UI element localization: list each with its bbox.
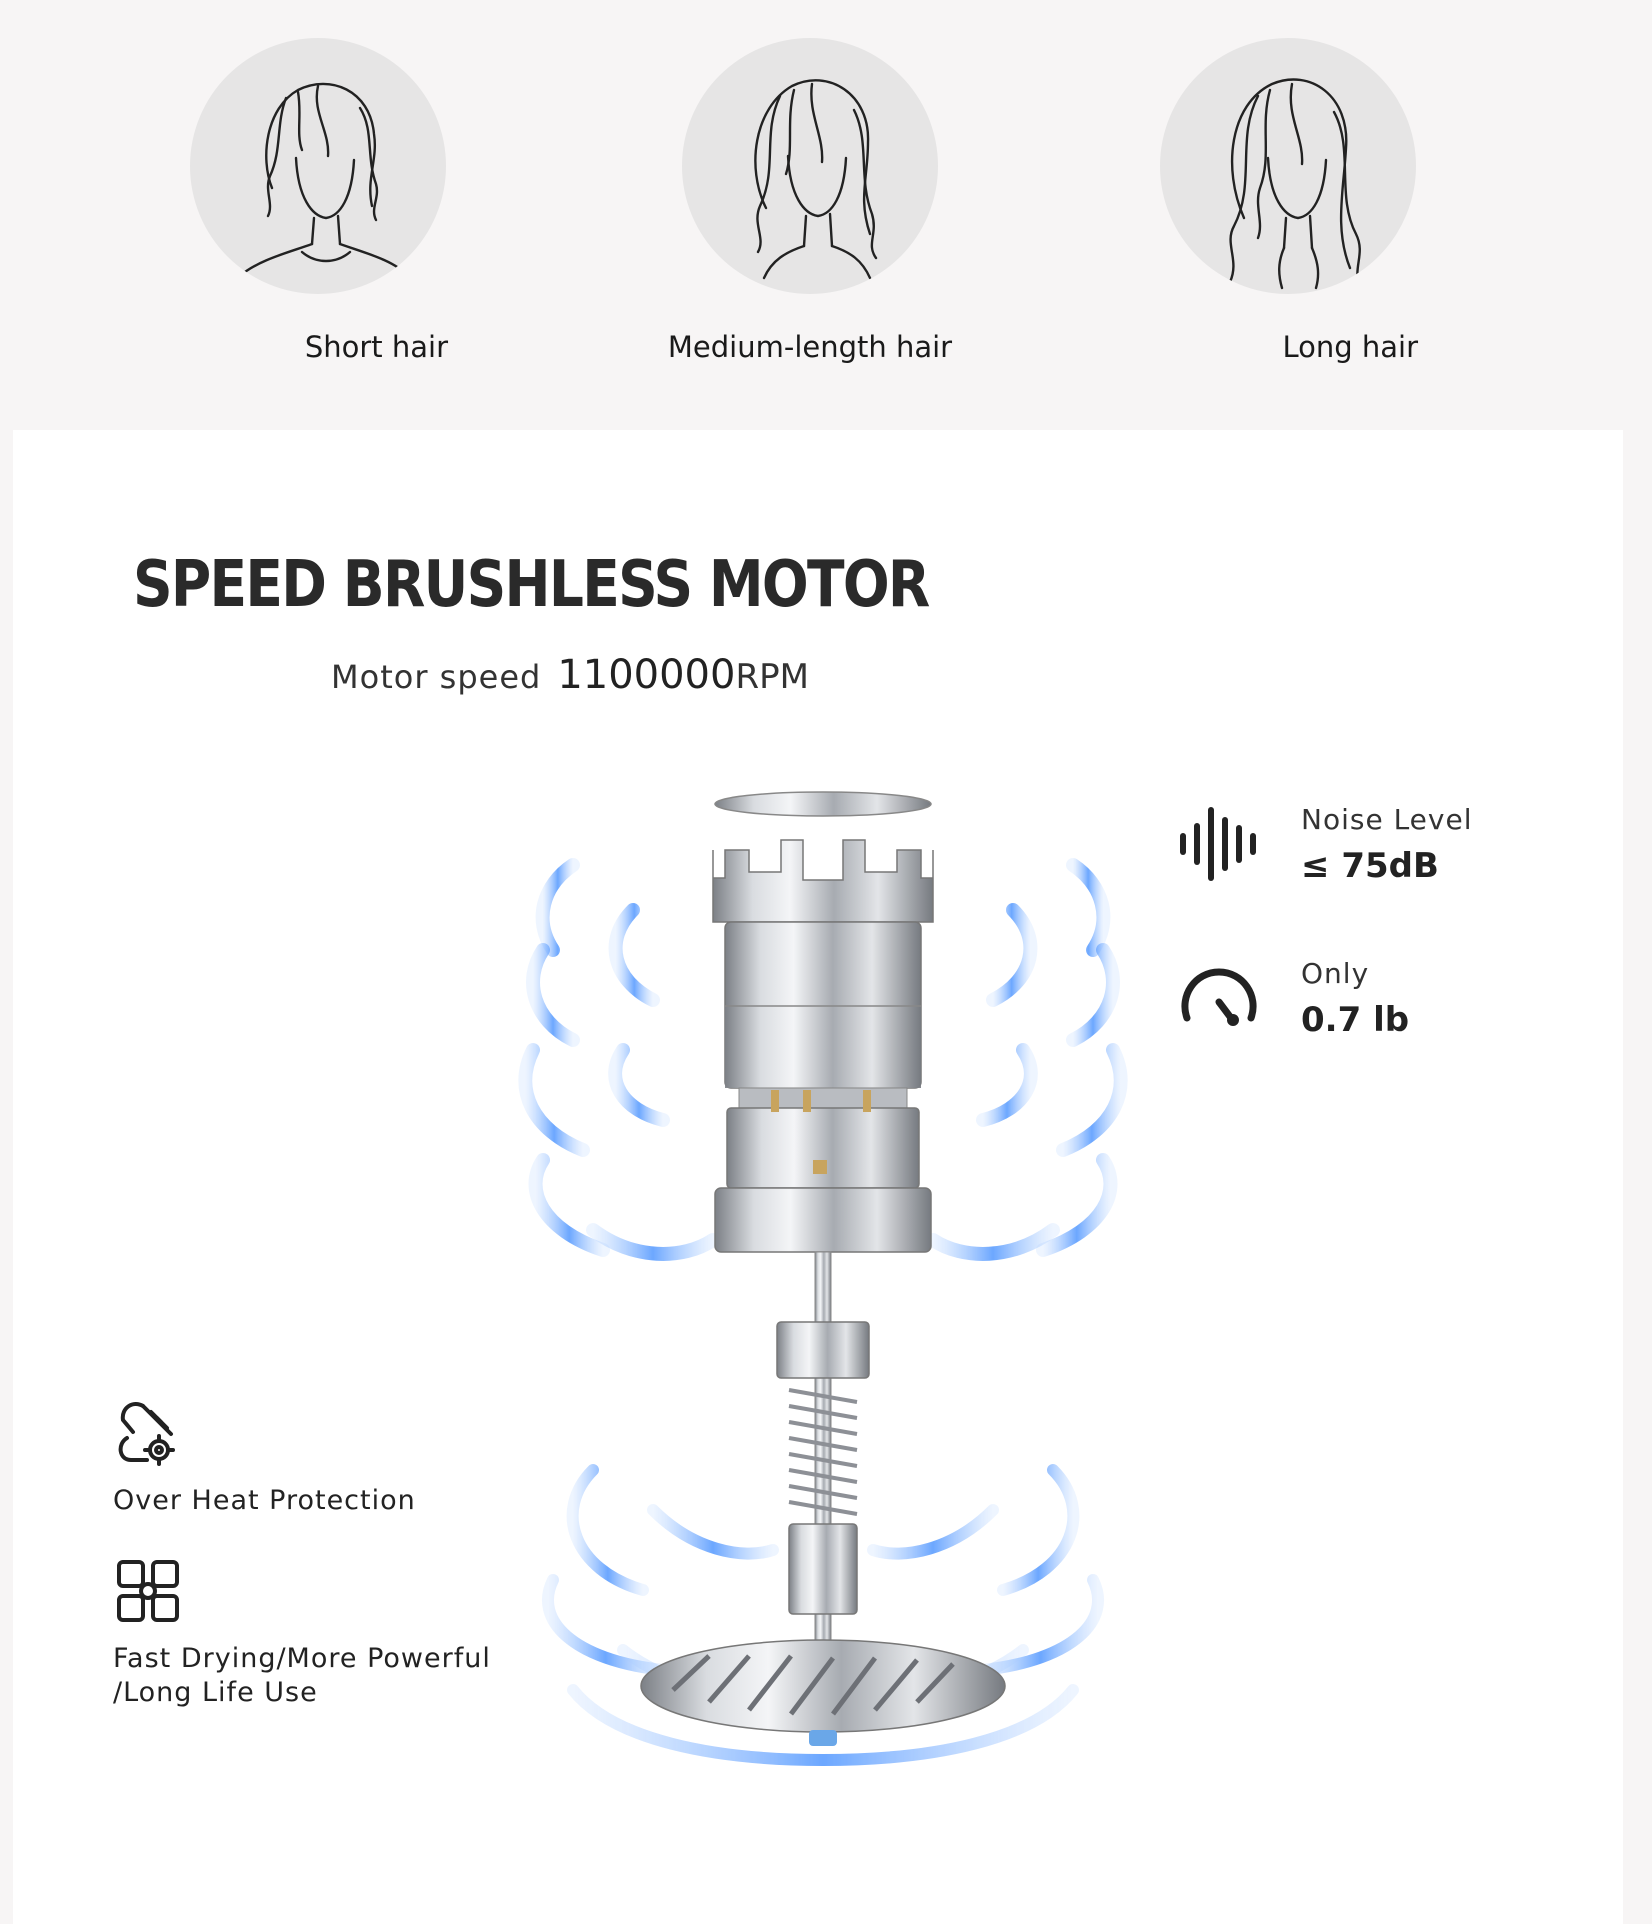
hair-option-long bbox=[1158, 38, 1418, 364]
motor-speed-label: Motor speed bbox=[331, 658, 542, 696]
heat-protection-icon bbox=[113, 1398, 416, 1468]
motor-speed bbox=[331, 652, 809, 698]
spec-noise-value: ≤ 75dB bbox=[1301, 845, 1439, 886]
feature-overheat bbox=[113, 1398, 416, 1518]
motor-speed-value: 1100000 bbox=[557, 652, 736, 698]
power-grid-icon bbox=[113, 1556, 491, 1626]
hair-option-label: Long hair bbox=[1282, 330, 1418, 364]
motor-speed-unit: RPM bbox=[735, 657, 809, 697]
feature-power bbox=[113, 1556, 491, 1710]
hair-option-label: Medium-length hair bbox=[667, 330, 953, 364]
sound-wave-icon bbox=[1173, 798, 1265, 890]
hair-length-section bbox=[0, 0, 1652, 430]
spec-noise bbox=[1173, 798, 1472, 890]
motor-title: SPEED BRUSHLESS MOTOR bbox=[133, 548, 929, 622]
motor-feature-panel bbox=[13, 430, 1623, 1924]
medium-hair-icon bbox=[682, 38, 938, 294]
spec-weight bbox=[1173, 952, 1409, 1044]
hair-option-short bbox=[188, 38, 448, 364]
gauge-icon bbox=[1173, 952, 1265, 1044]
motor-illustration bbox=[513, 790, 1133, 1800]
feature-overheat-label: Over Heat Protection bbox=[113, 1485, 416, 1516]
short-hair-icon bbox=[190, 38, 446, 294]
feature-power-label: Fast Drying/More Powerful /Long Life Use bbox=[113, 1643, 491, 1708]
hair-option-medium bbox=[667, 38, 953, 364]
long-hair-icon bbox=[1160, 38, 1416, 294]
spec-noise-label: Noise Level bbox=[1301, 802, 1473, 836]
hair-option-label: Short hair bbox=[304, 330, 448, 364]
spec-weight-value: 0.7 lb bbox=[1301, 999, 1410, 1040]
spec-weight-label: Only bbox=[1301, 956, 1370, 990]
